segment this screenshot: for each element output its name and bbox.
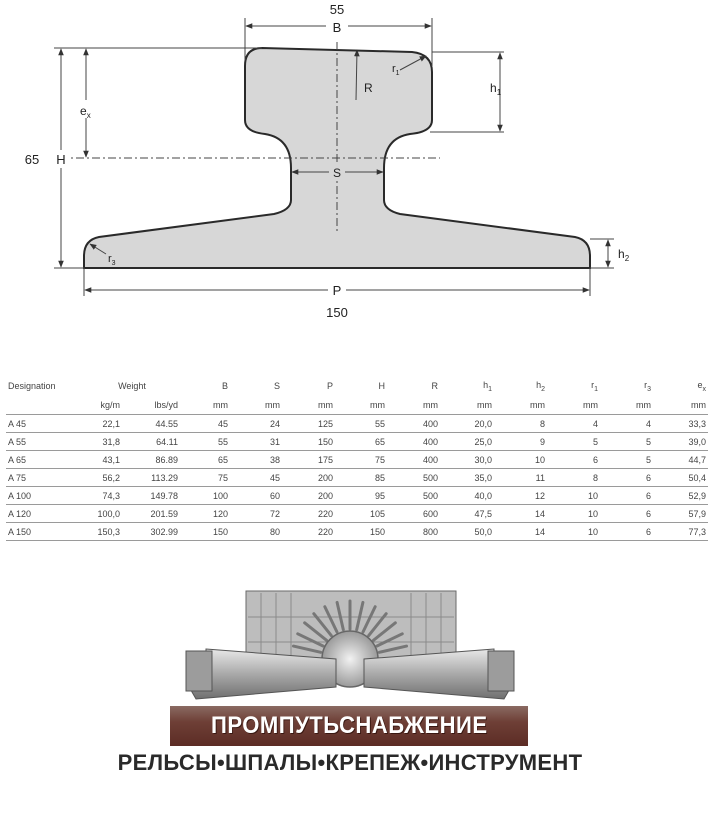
value-cell: 6	[646, 508, 652, 519]
value-cell: 75	[218, 472, 229, 483]
value-cell: 74,3	[102, 490, 120, 501]
value-cell: 31,8	[102, 436, 120, 447]
table-row	[6, 415, 708, 433]
label-S: S	[332, 166, 342, 180]
unit-cell: mm	[691, 400, 707, 410]
value-cell: 11	[535, 472, 546, 483]
label-ex: $e_x$	[80, 104, 91, 120]
value-cell: 45	[218, 418, 229, 429]
value-cell: 200	[317, 490, 334, 501]
value-cell: 14	[535, 526, 546, 537]
table-row	[6, 505, 708, 523]
value-cell: 10	[588, 526, 599, 537]
height-value: 65	[24, 152, 40, 167]
value-cell: 120	[212, 508, 229, 519]
unit-cell: mm	[213, 400, 229, 410]
brand-band	[170, 706, 528, 746]
value-cell: 31	[270, 436, 281, 447]
value-cell: 40,0	[474, 490, 493, 501]
company-logo-graphic	[166, 587, 534, 709]
value-cell: 6	[646, 472, 652, 483]
label-r3: $r_3$	[108, 253, 116, 267]
header-h1: $h_1$	[483, 379, 493, 393]
label-H: H	[56, 152, 66, 167]
unit-cell: mm	[477, 400, 493, 410]
value-cell: 100	[212, 490, 229, 501]
value-cell: 500	[422, 490, 439, 501]
value-cell: 33,3	[688, 418, 707, 429]
unit-cell	[6, 396, 66, 415]
value-cell: 150	[369, 526, 386, 537]
designation-cell: A 120	[8, 508, 32, 519]
value-cell: 72	[270, 508, 281, 519]
unit-cell: mm	[265, 400, 281, 410]
rail-profile-diagram	[0, 0, 700, 330]
value-cell: 50,0	[474, 526, 493, 537]
value-cell: 56,2	[102, 472, 120, 483]
table-row	[6, 487, 708, 505]
table-header-row	[6, 376, 708, 396]
unit-cell: kg/m	[100, 400, 120, 410]
value-cell: 43,1	[102, 454, 120, 465]
value-cell: 14	[535, 508, 546, 519]
value-cell: 5	[646, 454, 652, 465]
value-cell: 125	[317, 418, 334, 429]
header-r1: $r_1$	[591, 379, 599, 393]
header-weight: Weight	[118, 381, 146, 391]
value-cell: 10	[535, 454, 546, 465]
value-cell: 220	[317, 508, 334, 519]
header-h2: $h_2$	[536, 379, 546, 393]
value-cell: 400	[422, 454, 439, 465]
value-cell: 10	[588, 508, 599, 519]
header-R: R	[431, 381, 439, 391]
value-cell: 65	[218, 454, 229, 465]
value-cell: 77,3	[688, 526, 707, 537]
rail-spec-table	[6, 376, 708, 541]
value-cell: 44,7	[688, 454, 707, 465]
value-cell: 6	[646, 490, 652, 501]
unit-cell: mm	[370, 400, 386, 410]
table-row	[6, 469, 708, 487]
label-R: R	[364, 81, 373, 95]
value-cell: 400	[422, 436, 439, 447]
value-cell: 80	[270, 526, 281, 537]
base-width-value: 150	[326, 305, 348, 320]
value-cell: 6	[593, 454, 599, 465]
value-cell: 8	[593, 472, 599, 483]
value-cell: 500	[422, 472, 439, 483]
header-H: H	[378, 381, 386, 391]
brand-name: ПРОМПУТЬСНАБЖЕНИЕ	[210, 712, 488, 739]
table-units-row	[6, 396, 708, 415]
header-P: P	[327, 381, 334, 391]
value-cell: 52,9	[688, 490, 707, 501]
label-h2: $h_2$	[618, 247, 630, 263]
value-cell: 400	[422, 418, 439, 429]
value-cell: 95	[375, 490, 386, 501]
designation-cell: A 150	[8, 526, 32, 537]
label-r1: $r_1$	[392, 63, 400, 77]
unit-cell: mm	[318, 400, 334, 410]
value-cell: 175	[317, 454, 334, 465]
designation-cell: A 65	[8, 454, 27, 465]
value-cell: 10	[588, 490, 599, 501]
designation-cell: A 100	[8, 490, 32, 501]
designation-cell: A 55	[8, 436, 27, 447]
value-cell: 12	[535, 490, 546, 501]
value-cell: 6	[646, 526, 652, 537]
value-cell: 302.99	[150, 526, 179, 537]
value-cell: 150,3	[97, 526, 120, 537]
value-cell: 30,0	[474, 454, 493, 465]
header-S: S	[274, 381, 281, 391]
header-B: B	[222, 381, 229, 391]
value-cell: 113.29	[151, 472, 179, 483]
designation-cell: A 45	[8, 418, 27, 429]
value-cell: 75	[375, 454, 386, 465]
label-P: P	[332, 283, 342, 298]
value-cell: 45	[270, 472, 281, 483]
designation-cell: A 75	[8, 472, 27, 483]
value-cell: 39,0	[688, 436, 707, 447]
value-cell: 47,5	[474, 508, 493, 519]
value-cell: 800	[422, 526, 439, 537]
label-h1: $h_1$	[490, 81, 502, 97]
table-row	[6, 433, 708, 451]
header-designation: Designation	[8, 381, 56, 391]
unit-cell: mm	[583, 400, 599, 410]
value-cell: 44.55	[155, 418, 179, 429]
header-ex: $e_x$	[697, 379, 707, 393]
value-cell: 600	[422, 508, 439, 519]
value-cell: 55	[218, 436, 229, 447]
value-cell: 64.11	[156, 436, 179, 447]
unit-cell: mm	[636, 400, 652, 410]
value-cell: 24	[270, 418, 281, 429]
value-cell: 50,4	[688, 472, 707, 483]
value-cell: 5	[593, 436, 599, 447]
value-cell: 220	[317, 526, 334, 537]
value-cell: 100,0	[97, 508, 120, 519]
value-cell: 4	[593, 418, 599, 429]
value-cell: 105	[369, 508, 386, 519]
head-width-value: 55	[329, 2, 345, 17]
value-cell: 60	[270, 490, 281, 501]
value-cell: 201.59	[150, 508, 179, 519]
brand-tagline: РЕЛЬСЫ•ШПАЛЫ•КРЕПЕЖ•ИНСТРУМЕНТ	[117, 750, 583, 775]
unit-cell: mm	[423, 400, 439, 410]
value-cell: 85	[375, 472, 386, 483]
value-cell: 35,0	[474, 472, 493, 483]
value-cell: 38	[270, 454, 281, 465]
value-cell: 86.89	[155, 454, 179, 465]
label-B: B	[332, 20, 342, 35]
table-body	[6, 415, 708, 541]
unit-cell: lbs/yd	[154, 400, 179, 410]
value-cell: 22,1	[102, 418, 120, 429]
value-cell: 150	[317, 436, 334, 447]
table-row	[6, 523, 708, 541]
value-cell: 9	[540, 436, 546, 447]
value-cell: 25,0	[474, 436, 493, 447]
value-cell: 55	[375, 418, 386, 429]
unit-cell: mm	[530, 400, 546, 410]
value-cell: 150	[212, 526, 229, 537]
value-cell: 57,9	[688, 508, 707, 519]
value-cell: 65	[375, 436, 386, 447]
value-cell: 5	[646, 436, 652, 447]
value-cell: 20,0	[474, 418, 493, 429]
value-cell: 200	[317, 472, 334, 483]
header-r3: $r_3$	[644, 379, 652, 393]
value-cell: 149.78	[150, 490, 179, 501]
table-row	[6, 451, 708, 469]
value-cell: 4	[646, 418, 652, 429]
value-cell: 8	[540, 418, 546, 429]
